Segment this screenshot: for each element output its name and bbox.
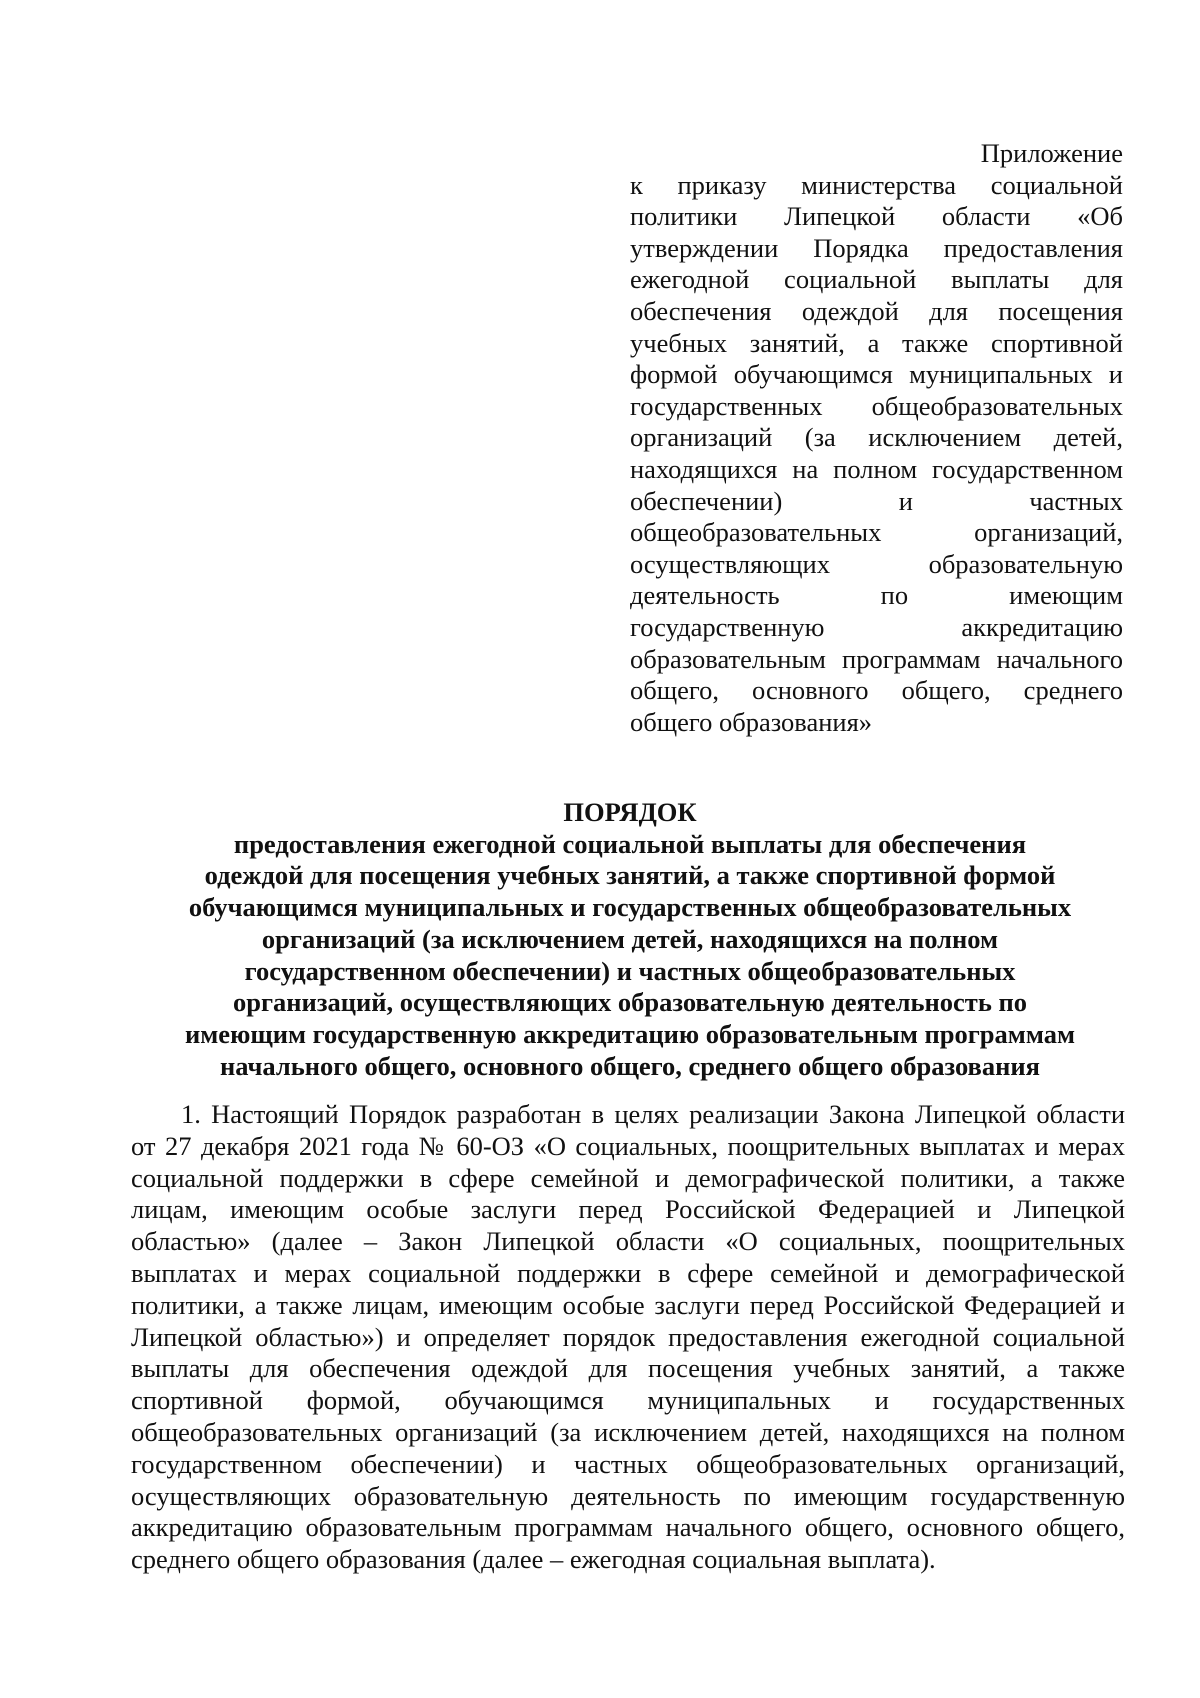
paragraph-line: Липецкой областью») и определяет порядок предоставления ежегодной социальной — [131, 1321, 1125, 1352]
paragraph-line: аккредитацию образовательным программам начального общего, основного общего, — [131, 1512, 1125, 1543]
paragraph-line: лицам, имеющим особые заслуги перед Российской Федерацией и Липецкой — [131, 1194, 1125, 1225]
appendix-line: ежегодной социальной выплаты для — [630, 264, 1123, 295]
document-heading — [140, 797, 1120, 1082]
appendix-line: учебных занятий, а также спортивной — [630, 327, 1123, 358]
heading-line: имеющим государственную аккредитацию образовательным программам — [184, 1018, 1076, 1049]
appendix-line: политики Липецкой области «Об — [630, 201, 1123, 232]
paragraph-line: областью» (далее – Закон Липецкой области «О социальных, поощрительных — [131, 1226, 1125, 1257]
paragraph-line: выплаты для обеспечения одеждой для посещения учебных занятий, а также — [131, 1353, 1125, 1384]
appendix-line: обеспечения одеждой для посещения — [630, 295, 1123, 326]
paragraph-line: от 27 декабря 2021 года № 60-ОЗ «О социальных, поощрительных выплатах и мерах — [131, 1130, 1125, 1161]
heading-line: начального общего, основного общего, среднего общего образования — [220, 1050, 1040, 1081]
paragraph-line: общеобразовательных организаций (за исключением детей, находящихся на полном — [131, 1416, 1125, 1447]
appendix-line: осуществляющих образовательную — [630, 548, 1123, 579]
appendix-block — [630, 138, 1123, 738]
appendix-line: к приказу министерства социальной — [630, 169, 1123, 200]
paragraph-line: спортивной формой, обучающимся муниципальных и государственных — [131, 1385, 1125, 1416]
appendix-line: деятельность по имеющим — [630, 580, 1123, 611]
paragraph-line: 1. Настоящий Порядок разработан в целях реализации Закона Липецкой области — [181, 1099, 1125, 1129]
appendix-line: обеспечении) и частных — [630, 485, 1123, 516]
paragraph-line: политики, а также лицам, имеющим особые заслуги перед Российской Федерацией и — [131, 1289, 1125, 1320]
appendix-line: формой обучающимся муниципальных и — [630, 359, 1123, 390]
paragraph-line: социальной поддержки в сфере семейной и демографической политики, а также — [131, 1162, 1125, 1193]
heading-line: предоставления ежегодной социальной выплаты для обеспечения — [233, 828, 1027, 859]
paragraph-line: среднего общего образования (далее – ежегодная социальная выплата). — [131, 1544, 936, 1575]
appendix-line: общего, основного общего, среднего — [630, 675, 1123, 706]
paragraph-line: выплатах и мерах социальной поддержки в сфере семейной и демографической — [131, 1257, 1125, 1288]
appendix-line: государственных общеобразовательных — [630, 390, 1123, 421]
heading-line: государственном обеспечении) и частных общеобразовательных — [244, 955, 1016, 986]
paragraph-line: осуществляющих образовательную деятельность по имеющим государственную — [131, 1480, 1125, 1511]
appendix-line: организаций (за исключением детей, — [630, 422, 1123, 453]
appendix-line: находящихся на полном государственном — [630, 453, 1123, 484]
appendix-title: Приложение — [980, 138, 1123, 168]
heading-line: обучающимся муниципальных и государственных общеобразовательных — [188, 892, 1072, 923]
paragraph-1 — [131, 1099, 1125, 1576]
appendix-line: общего образования» — [630, 706, 873, 737]
paragraph-line: государственном обеспечении) и частных общеобразовательных организаций, — [131, 1448, 1125, 1479]
appendix-line: утверждении Порядка предоставления — [630, 232, 1123, 263]
appendix-line: государственную аккредитацию — [630, 611, 1123, 642]
appendix-line: общеобразовательных организаций, — [630, 517, 1123, 548]
heading-title: ПОРЯДОК — [563, 797, 697, 827]
heading-line: организаций, осуществляющих образовательную деятельность по — [233, 987, 1027, 1018]
heading-line: организаций (за исключением детей, находящихся на полном — [261, 923, 999, 954]
appendix-line: образовательным программам начального — [630, 643, 1123, 674]
heading-line: одеждой для посещения учебных занятий, а также спортивной формой — [204, 860, 1056, 891]
